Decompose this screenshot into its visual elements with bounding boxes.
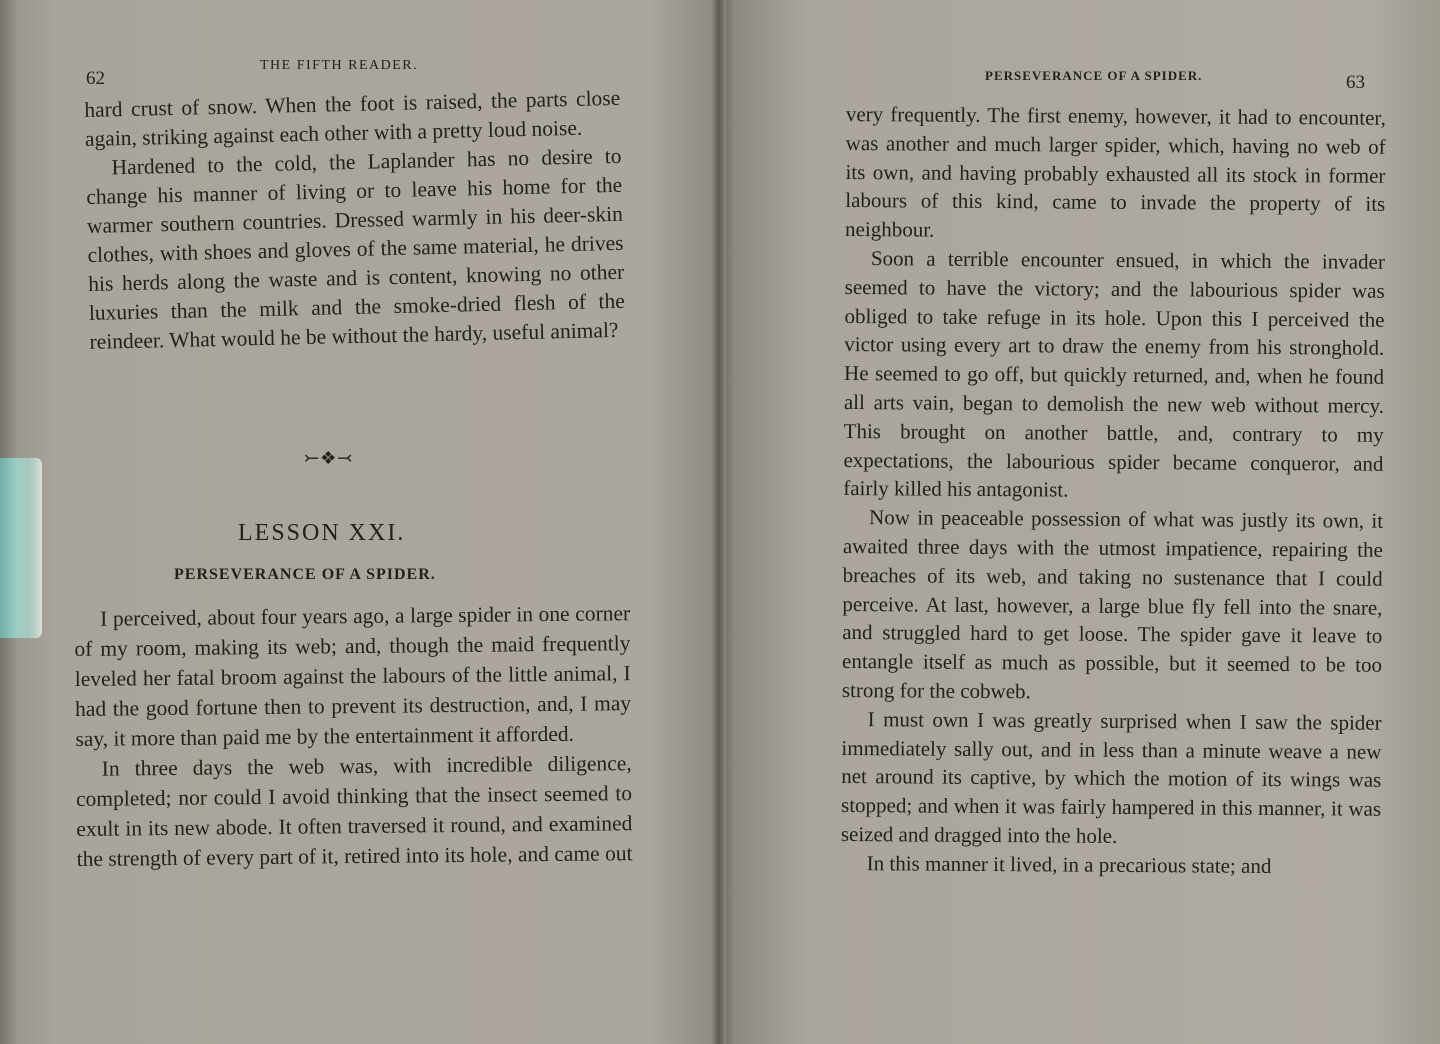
left-page <box>40 0 680 1044</box>
section-ornament: ⤚❖⤙ <box>304 448 354 468</box>
paragraph: very frequently. The first enemy, however, it had to encounter, was another and much larger spider, which, having no web of its own, and having probably exhausted all its stock in former labours of this kind, came to invade the property of its neighbour. <box>845 101 1386 242</box>
lesson-title: LESSON XXI. <box>238 520 406 546</box>
paragraph: In this manner it lived, in a precarious state; and <box>866 850 1272 878</box>
paragraph: Soon a terrible encounter ensued, in which the invader seemed to have the victory; and the labourious spider was obliged to take refuge in its hole. Upon this I perceived the victor using every art to draw the enemy from his stronghold. He seemed to go off, but quickly returned, and, when he found all arts vain, began to demolish the new web without mercy. This brought on another battle, and, contrary to my expectations, the labourious spider became conqueror, and fairly killed his antagonist. <box>843 246 1385 502</box>
paragraph: In three days the web was, with incredible diligence, completed; nor could I avoid thinking that the insect seemed to exult in its new abode. It often traversed it round, and examined the strength of every part of it, retired into its hole, and came out <box>75 751 633 871</box>
paragraph: Hardened to the cold, the Laplander has no desire to change his manner of living or to leave his home for the warmer southern countries. Dressed warmly in his deer-skin clothes, with shoes and gloves of the same material, he drives his herds along the waste and is content, knowing no other luxuries than the milk and the smoke-dried flesh of the reindeer. What would he be without the hardy, useful animal? <box>86 143 626 354</box>
paragraph: I perceived, about four years ago, a large spider in one corner of my room, making its web; and, though the maid frequently leveled her fatal broom against the labours of the little animal, I had the good fortune then to prevent its destruction, and, I may say, it more than paid me by the entertainment it afforded. <box>74 601 632 751</box>
right-page <box>730 0 1410 1044</box>
running-header: PERSEVERANCE OF A SPIDER. <box>985 68 1203 83</box>
lesson-text <box>74 598 633 874</box>
paragraph: hard crust of snow. When the foot is raised, the parts close again, striking against each other with a pretty loud noise. <box>84 85 621 151</box>
page-number: 62 <box>86 68 105 89</box>
lesson-subtitle: PERSEVERANCE OF A SPIDER. <box>174 566 436 583</box>
paragraph: I must own I was greatly surprised when I saw the spider immediately sally out, and in less than a minute weave a new net around its captive, by which the motion of its wings was stopped; and when it was fairly hampered in this manner, it was seized and dragged into the hole. <box>840 706 1382 848</box>
paragraph: Now in peaceable possession of what was justly its own, it awaited three days with the utmost impatience, repairing the breaches of its web, and taking no sustenance that I could perceive. At last, however, a large blue fly fell into the snare, and struggled hard to get loose. The spider gave it leave to entangle itself as much as possible, but it seemed to be too strong for the cobweb. <box>841 505 1384 704</box>
continuation-text <box>84 84 626 357</box>
book-gutter <box>712 0 726 1044</box>
running-header: THE FIFTH READER. <box>260 58 419 73</box>
bookmark-ribbon <box>0 458 42 638</box>
page-text <box>841 100 1386 881</box>
page-number: 63 <box>1346 72 1365 93</box>
